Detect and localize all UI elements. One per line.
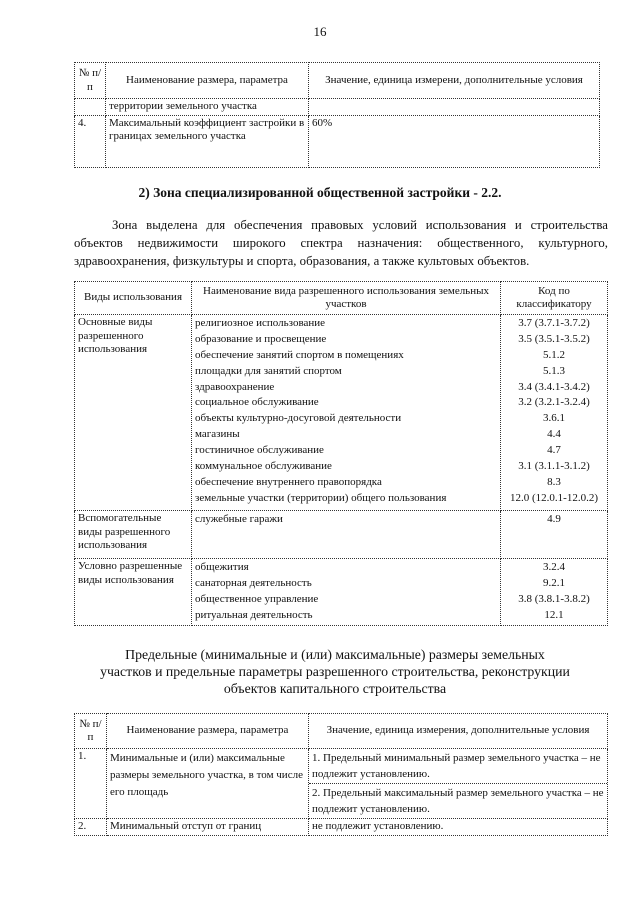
- table-header-row: [75, 714, 608, 749]
- column-header-number: № п/п: [75, 714, 107, 749]
- table-row-main-uses: [75, 315, 608, 511]
- use-code: 4.4: [547, 428, 561, 441]
- use-name: общежития: [195, 561, 249, 573]
- page-number: 16: [313, 24, 327, 39]
- use-name: обеспечение внутреннего правопорядка: [195, 475, 382, 488]
- use-code: 3.1 (3.1.1-3.1.2): [518, 460, 590, 473]
- use-name: объекты культурно-досуговой деятельности: [195, 412, 402, 425]
- limits-table: [74, 713, 608, 836]
- use-code: 9.2.1: [543, 576, 565, 589]
- row-value: [309, 99, 600, 116]
- use-code: 8.3: [547, 475, 561, 488]
- table-row: [75, 749, 608, 819]
- table-row: [75, 819, 608, 836]
- use-code: 3.2 (3.2.1-3.2.4): [518, 396, 590, 409]
- table-row: [75, 115, 600, 167]
- column-header-use-name: Наименование вида разрешенного использования земельных участков: [192, 282, 501, 315]
- use-codes-main: [501, 315, 608, 511]
- column-header-code: Код по классификатору: [501, 282, 608, 315]
- use-name: социальное обслуживание: [195, 396, 319, 409]
- row-number: 2.: [75, 819, 107, 836]
- use-name: образование и просвещение: [195, 332, 327, 345]
- row-value: [309, 749, 608, 819]
- use-name: здравоохранение: [195, 380, 275, 393]
- use-code: 12.1: [544, 608, 564, 621]
- row-parameter: Максимальный коэффициент застройки в границах земельного участка: [106, 115, 309, 167]
- row-parameter: Минимальные и (или) максимальные размеры земельного участка, в том числе его площадь: [107, 749, 309, 819]
- use-name: общественное управление: [195, 592, 319, 605]
- table-row-conditional-uses: [75, 559, 608, 626]
- section-heading: 2) Зона специализированной общественной застройки - 2.2.: [138, 185, 502, 200]
- row-number: 1.: [75, 749, 107, 819]
- use-names-auxiliary: [192, 511, 501, 559]
- use-code: 5.1.3: [543, 364, 565, 377]
- use-type-main: Основные виды разрешенного использования: [75, 315, 192, 511]
- row-value: 60%: [309, 115, 600, 167]
- use-name: санаторная деятельность: [195, 576, 312, 589]
- column-header-parameter: Наименование размера, параметра: [107, 714, 309, 749]
- use-code: 3.2.4: [543, 561, 565, 573]
- row-value: не подлежит установлению.: [309, 819, 608, 836]
- table-header-row: [75, 63, 600, 99]
- column-header-value: Значение, единица измерени, дополнительные условия: [309, 63, 600, 99]
- use-name: магазины: [195, 428, 240, 441]
- use-type-auxiliary: Вспомогательные виды разрешенного использования: [75, 511, 192, 559]
- use-names-main: [192, 315, 501, 511]
- table-row-auxiliary-uses: [75, 511, 608, 559]
- value-min-size: 1. Предельный минимальный размер земельного участка – не подлежит установлению.: [309, 749, 607, 784]
- use-code: 3.4 (3.4.1-3.4.2): [518, 380, 590, 393]
- use-name: гостиничное обслуживание: [195, 444, 324, 457]
- intro-paragraph: Зона выделена для обеспечения правовых условий использования и строительства объектов недвижимости широкого спектра назначения: общественного, культурного, здравоохранения, физкультуры и спорта, образования, а также культовых объектов.: [74, 218, 608, 268]
- value-max-size: 2. Предельный максимальный размер земельного участка – не подлежит установлению.: [312, 787, 604, 815]
- use-code: 4.9: [547, 513, 561, 525]
- use-codes-conditional: [501, 559, 608, 626]
- table-row: [75, 99, 600, 116]
- row-number: [75, 99, 106, 116]
- row-parameter: территории земельного участка: [106, 99, 309, 116]
- use-names-conditional: [192, 559, 501, 626]
- use-code: 3.8 (3.8.1-3.8.2): [518, 592, 590, 605]
- use-code: 3.6.1: [543, 412, 565, 425]
- use-type-conditional: Условно разрешенные виды использования: [75, 559, 192, 626]
- parameters-table-continued: [74, 62, 600, 168]
- row-parameter: Минимальный отступ от границ: [107, 819, 309, 836]
- permitted-uses-table: [74, 281, 608, 626]
- use-name: площадки для занятий спортом: [195, 364, 342, 377]
- column-header-use-type: Виды использования: [75, 282, 192, 315]
- table-header-row: [75, 282, 608, 315]
- use-code: 3.7 (3.7.1-3.7.2): [518, 317, 590, 329]
- use-name: земельные участки (территории) общего пользования: [195, 491, 447, 504]
- use-code: 5.1.2: [543, 348, 565, 361]
- use-name: обеспечение занятий спортом в помещениях: [195, 348, 404, 361]
- use-code: 4.7: [547, 444, 561, 457]
- row-number: 4.: [75, 115, 106, 167]
- use-name: служебные гаражи: [195, 513, 283, 525]
- column-header-value: Значение, единица измерения, дополнительные условия: [309, 714, 608, 749]
- use-codes-auxiliary: [501, 511, 608, 559]
- use-name: религиозное использование: [195, 317, 326, 329]
- use-name: ритуальная деятельность: [195, 608, 313, 621]
- use-code: 3.5 (3.5.1-3.5.2): [518, 332, 590, 345]
- use-name: коммунальное обслуживание: [195, 460, 332, 473]
- limits-title: Предельные (минимальные и (или) максимальные) размеры земельных участков и предельные параметры разрешенного строительства, реконструкции объектов капитального строительства: [100, 647, 570, 696]
- use-code: 12.0 (12.0.1-12.0.2): [510, 491, 598, 504]
- column-header-parameter: Наименование размера, параметра: [106, 63, 309, 99]
- column-header-number: № п/п: [75, 63, 106, 99]
